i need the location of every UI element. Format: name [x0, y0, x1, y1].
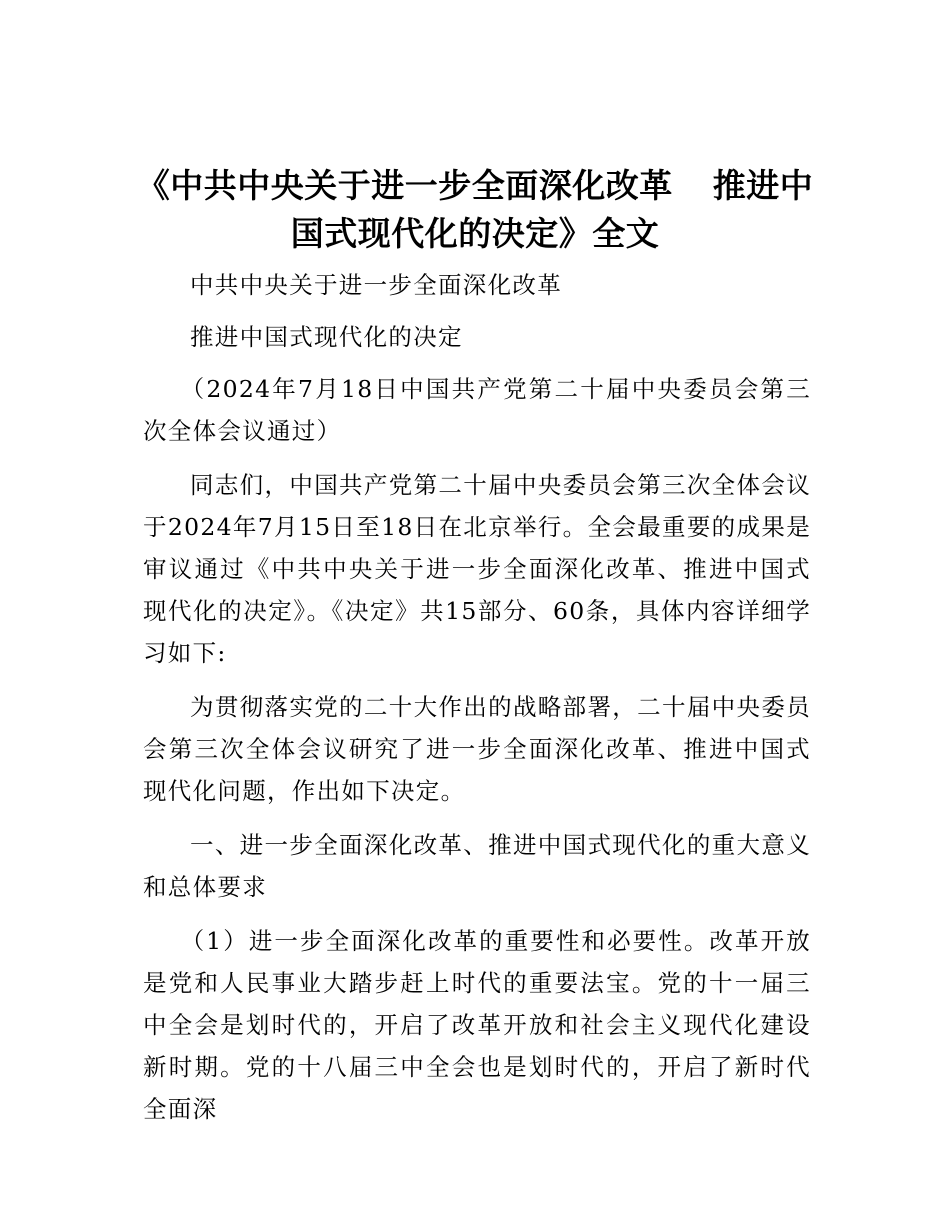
subtitle-line-2: 推进中国式现代化的决定 — [190, 323, 463, 351]
title-line-2: 国式现代化的决定》全文 — [290, 214, 660, 253]
title-line-1-part-a: 《中共中央关于进一步全面深化改革 — [136, 166, 673, 205]
paragraph-intro: 同志们，中国共产党第二十届中央委员会第三次全体会议于2024年7月15日至18日在北京举行。全会最重要的成果是审议通过《中共中央关于进一步全面深化改革、推进中国式现代化的决定》。《决定》共15部分、60条，具体内容详细学习如下: — [143, 471, 811, 667]
adoption-note: （2024年7月18日中国共产党第二十届中央委员会第三次全体会议通过） — [143, 375, 811, 445]
title-line-1-part-b: 推进中 — [712, 166, 814, 205]
paragraph-point-1: （1）进一步全面深化改革的重要性和必要性。改革开放是党和人民事业大踏步赶上时代的重要法宝。党的十一届三中全会是划时代的，开启了改革开放和社会主义现代化建设新时期。党的十八届三中全会也是划时代的，开启了新时代全面深 — [143, 927, 811, 1123]
subtitle-line-1: 中共中央关于进一步全面深化改革 — [190, 271, 562, 299]
section-heading-1: 一、进一步全面深化改革、推进中国式现代化的重大意义和总体要求 — [143, 831, 811, 901]
document-title — [100, 162, 850, 258]
paragraph-decision: 为贯彻落实党的二十大作出的战略部署，二十届中央委员会第三次全体会议研究了进一步全面深化改革、推进中国式现代化问题，作出如下决定。 — [143, 693, 811, 805]
document-body — [143, 264, 811, 1142]
title-line-1 — [100, 162, 850, 210]
